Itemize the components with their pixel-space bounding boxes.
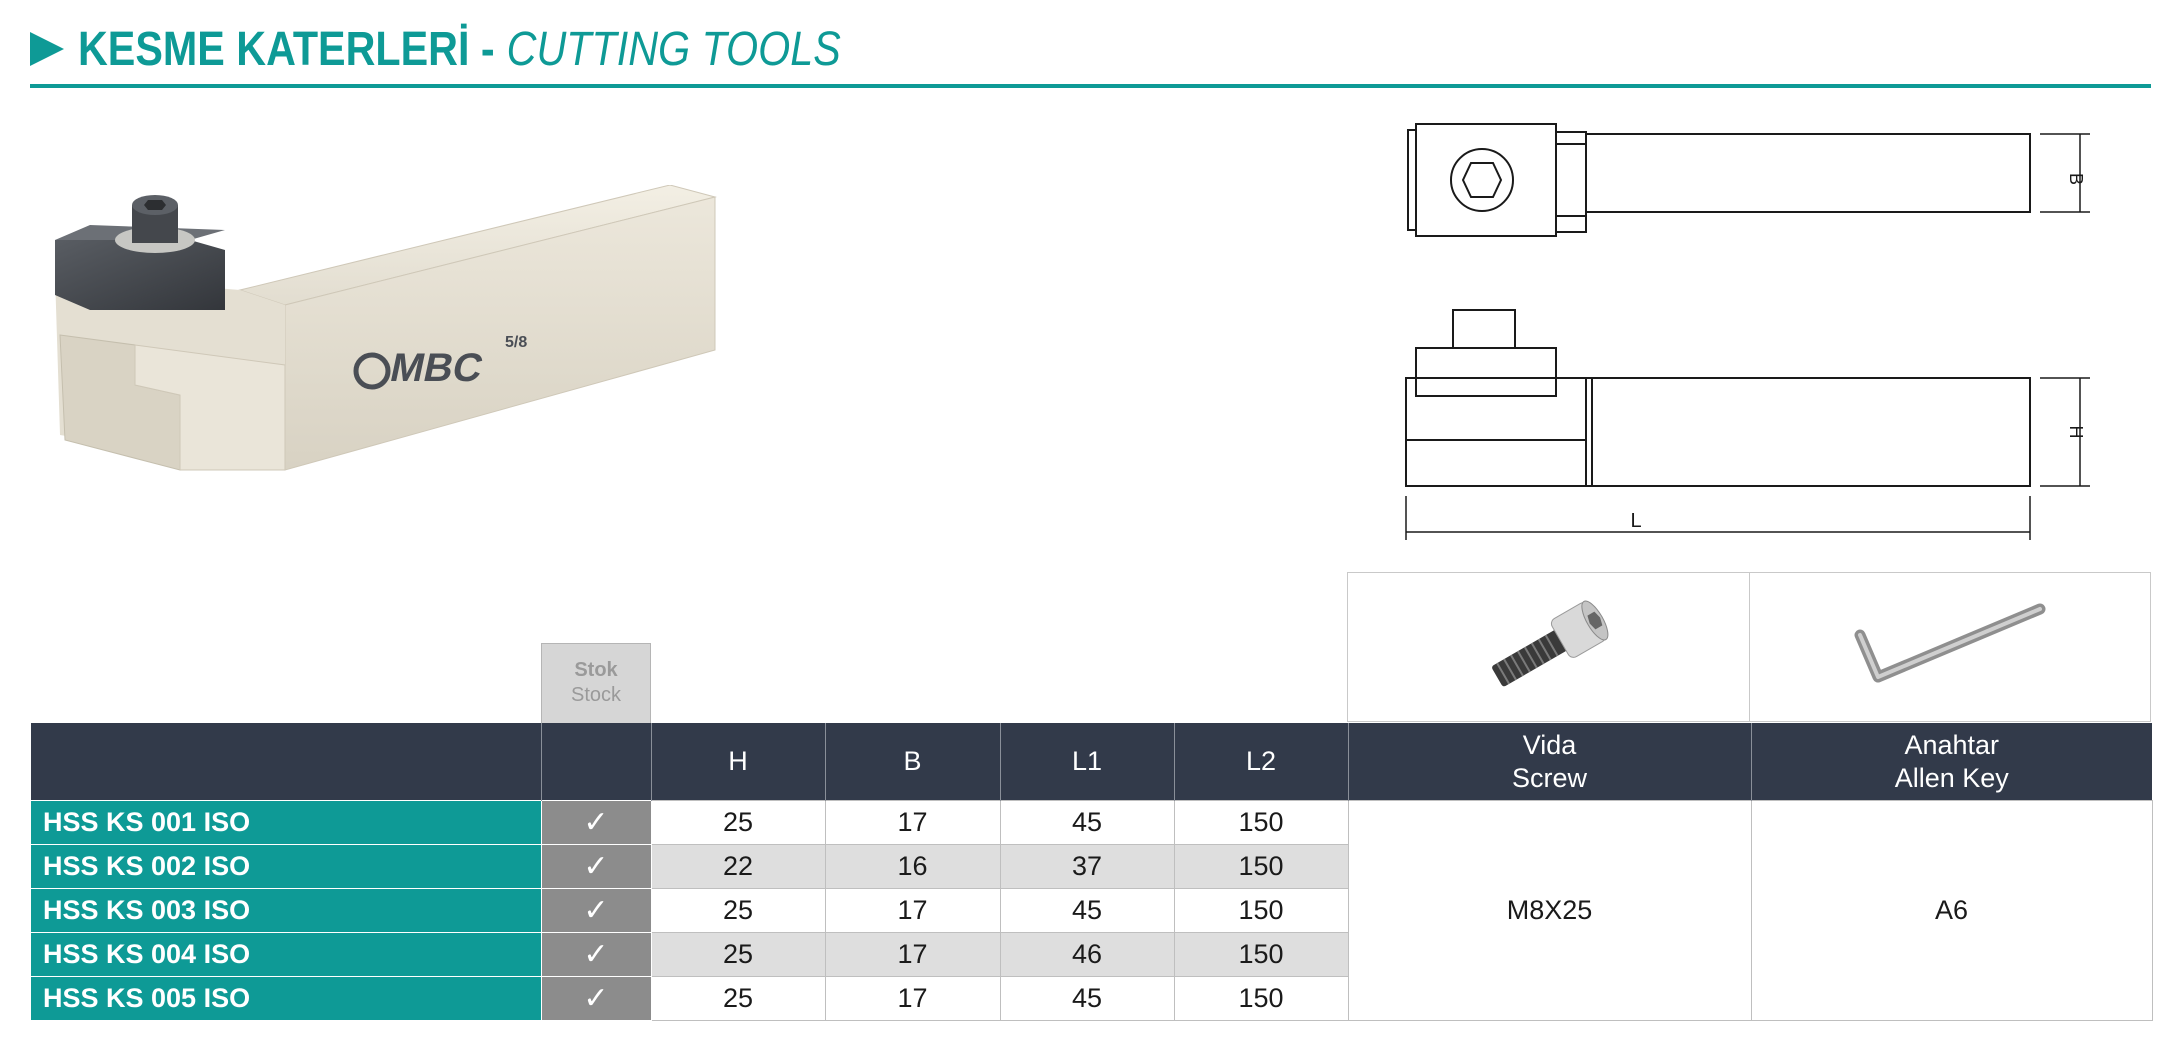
cell-b: 16: [825, 845, 1000, 889]
spec-table: [31, 723, 2153, 1021]
header-h: H: [651, 723, 825, 801]
brand-logo-text: MBC: [386, 344, 488, 390]
table-header-row: [31, 723, 2152, 801]
product-code: HSS KS 002 ISO: [31, 845, 541, 889]
stock-header-box: [541, 643, 651, 724]
product-code: HSS KS 004 ISO: [31, 933, 541, 977]
cell-l1: 46: [1000, 933, 1174, 977]
header-l2: L2: [1174, 723, 1348, 801]
title-turkish: KESME KATERLERİ -: [78, 22, 495, 76]
page-header: [30, 18, 965, 80]
cell-l1: 45: [1000, 889, 1174, 933]
cutting-tool-image: [40, 185, 730, 505]
stock-check: ✓: [541, 933, 651, 977]
allen-key-image-cell: [1749, 572, 2151, 722]
header-stock: [541, 723, 651, 801]
cell-l2: 150: [1174, 845, 1348, 889]
technical-drawing: [1390, 112, 2110, 544]
stock-check: ✓: [541, 889, 651, 933]
product-code: HSS KS 005 ISO: [31, 977, 541, 1021]
stock-label-tr: Stok: [574, 659, 618, 681]
cell-b: 17: [825, 933, 1000, 977]
cell-b: 17: [825, 889, 1000, 933]
stock-label-en: Stock: [570, 684, 622, 706]
product-code: HSS KS 001 ISO: [31, 801, 541, 845]
header-b: B: [825, 723, 1000, 801]
cell-l2: 150: [1174, 977, 1348, 1021]
dimension-h-label: H: [2066, 425, 2086, 439]
cell-h: 25: [651, 801, 825, 845]
screw-image-cell: [1347, 572, 1750, 722]
cell-h: 25: [651, 933, 825, 977]
cell-h: 22: [651, 845, 825, 889]
header-code: [31, 723, 541, 801]
cell-l1: 45: [1000, 977, 1174, 1021]
stock-check: ✓: [541, 977, 651, 1021]
stock-check: ✓: [541, 801, 651, 845]
cell-l2: 150: [1174, 933, 1348, 977]
page-title: [78, 22, 841, 77]
product-code: HSS KS 003 ISO: [31, 889, 541, 933]
cell-l2: 150: [1174, 889, 1348, 933]
cell-b: 17: [825, 977, 1000, 1021]
right-triangle-icon: [30, 32, 64, 66]
cell-l1: 37: [1000, 845, 1174, 889]
header-divider: [30, 84, 2151, 88]
header-screw: Vida Screw: [1348, 723, 1751, 801]
cell-h: 25: [651, 889, 825, 933]
stock-check: ✓: [541, 845, 651, 889]
cell-b: 17: [825, 801, 1000, 845]
cell-l1: 45: [1000, 801, 1174, 845]
screw-value: M8X25: [1348, 801, 1751, 1021]
cell-l2: 150: [1174, 801, 1348, 845]
allen-key-icon: [1850, 597, 2050, 697]
dimension-l-label: L: [1630, 510, 1642, 532]
dimension-b-label: B: [2066, 172, 2086, 186]
title-english: CUTTING TOOLS: [506, 22, 841, 76]
allen-key-value: A6: [1751, 801, 2152, 1021]
header-l1: L1: [1000, 723, 1174, 801]
header-allen-key: Anahtar Allen Key: [1751, 723, 2152, 801]
cell-h: 25: [651, 977, 825, 1021]
size-marking: 5/8: [505, 334, 528, 351]
screw-icon: [1474, 597, 1624, 697]
table-row: [31, 801, 2152, 845]
